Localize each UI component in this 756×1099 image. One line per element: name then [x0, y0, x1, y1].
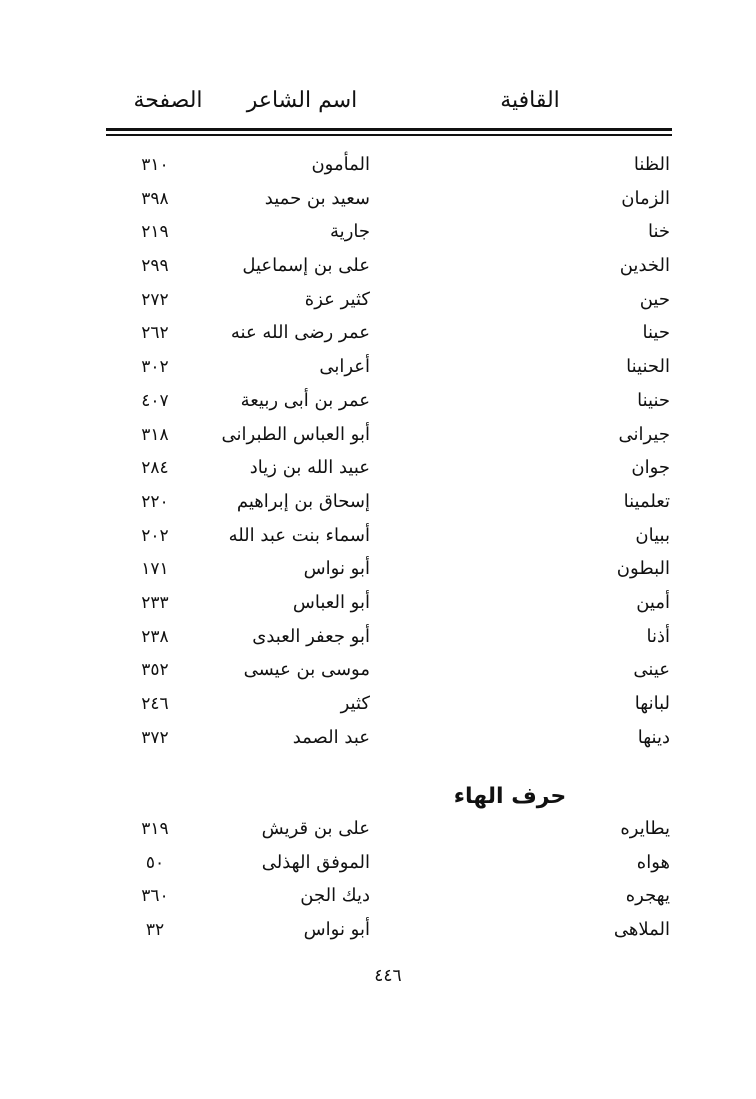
page-cell: ٣٩٨ — [141, 188, 169, 209]
page-cell: ٣١٠ — [141, 155, 169, 175]
table-row — [0, 521, 756, 555]
poet-cell: أبو جعفر العبدى — [252, 625, 370, 647]
poet-cell: أسماء بنت عبد الله — [228, 524, 370, 546]
section-title: حرف الهاء — [453, 784, 567, 809]
table-row — [0, 622, 756, 656]
table-row — [0, 554, 756, 588]
qafiya-cell: ببيان — [635, 524, 670, 546]
poet-cell: سعيد بن حميد — [264, 187, 370, 209]
poet-cell: كثير عزة — [304, 288, 370, 310]
qafiya-cell: الملاهى — [613, 919, 670, 941]
page-cell: ٢٠٢ — [141, 525, 169, 546]
poet-cell: أعرابى — [319, 356, 370, 378]
table-row — [0, 352, 756, 386]
table-row — [0, 588, 756, 622]
table-row — [0, 251, 756, 285]
qafiya-cell: لبانها — [634, 693, 670, 714]
qafiya-cell: حين — [639, 288, 670, 310]
poet-cell: أبو العباس — [292, 591, 370, 613]
table-row — [0, 420, 756, 454]
page-cell: ٣٠٢ — [141, 357, 169, 378]
qafiya-cell: البطون — [616, 558, 670, 580]
page-cell: ٢٦٢ — [141, 323, 169, 344]
poet-cell: على بن قريش — [261, 818, 370, 839]
page-cell: ٣٦٠ — [141, 886, 169, 907]
page-cell: ٢٩٩ — [141, 256, 169, 277]
qafiya-cell: الظنا — [633, 154, 670, 175]
table-row — [0, 689, 756, 723]
page-cell: ٢٣٣ — [141, 592, 169, 613]
page-cell: ٢٣٨ — [141, 626, 169, 647]
entries-table — [0, 150, 756, 756]
qafiya-cell: جوان — [631, 457, 670, 479]
poet-cell: ديك الجن — [300, 885, 370, 907]
poet-cell: أبو نواس — [303, 558, 370, 580]
page-cell: ٢٨٤ — [141, 458, 169, 479]
qafiya-cell: حينا — [642, 322, 670, 344]
page-cell: ٢٧٢ — [141, 289, 169, 310]
table-row — [0, 386, 756, 420]
table-row — [0, 487, 756, 521]
qafiya-cell: هواه — [636, 851, 670, 873]
page-cell: ٥٠ — [145, 852, 165, 873]
poet-cell: عمر بن أبى ربيعة — [240, 389, 370, 411]
qafiya-cell: يطايره — [620, 818, 670, 839]
qafiya-cell: دينها — [637, 726, 670, 748]
table-row — [0, 915, 756, 949]
qafiya-cell: خنا — [647, 221, 670, 243]
table-row — [0, 881, 756, 915]
poet-cell: عمر رضى الله عنه — [230, 322, 370, 344]
table-row — [0, 453, 756, 487]
qafiya-cell: الحنينا — [626, 356, 670, 378]
qafiya-cell: أمين — [636, 591, 670, 613]
table-row — [0, 848, 756, 882]
table-row — [0, 655, 756, 689]
poet-cell: عبد الصمد — [292, 726, 370, 748]
qafiya-cell: عينى — [633, 659, 670, 681]
poet-cell: أبو العباس الطبرانى — [221, 423, 370, 445]
qafiya-cell: أذنا — [646, 625, 670, 647]
table-row — [0, 217, 756, 251]
table-row — [0, 814, 756, 848]
header-rule-thin — [106, 134, 672, 136]
poet-cell: الموفق الهذلى — [261, 851, 370, 873]
poet-cell: المأمون — [311, 154, 370, 175]
qafiya-cell: تعلمينا — [623, 490, 670, 512]
poet-cell: إسحاق بن إبراهيم — [236, 490, 370, 512]
header-qafiya: القافية — [500, 88, 560, 113]
poet-cell: موسى بن عيسى — [243, 659, 370, 681]
page-cell: ٤٠٧ — [141, 390, 169, 411]
poet-cell: كثير — [340, 693, 370, 714]
poet-cell: عبيد الله بن زياد — [249, 457, 370, 479]
page-cell: ٢٢٠ — [141, 491, 169, 512]
page-cell: ١٧١ — [141, 559, 169, 580]
header-poet-name: اسم الشاعر — [246, 88, 358, 113]
table-row — [0, 318, 756, 352]
table-row — [0, 150, 756, 184]
poet-cell: على بن إسماعيل — [242, 255, 370, 277]
qafiya-cell: حنينا — [637, 389, 670, 411]
page-cell: ٣٧٢ — [141, 727, 169, 748]
poet-cell: جارية — [330, 221, 370, 243]
qafiya-cell: جيرانى — [618, 423, 670, 445]
table-row — [0, 285, 756, 319]
poet-cell: أبو نواس — [303, 919, 370, 941]
page-cell: ٣٢ — [145, 920, 165, 941]
page-cell: ٣١٩ — [141, 819, 169, 839]
page-cell: ٢٤٦ — [141, 694, 169, 714]
table-row — [0, 723, 756, 757]
page-cell: ٣٥٢ — [141, 660, 169, 681]
section-entries-table — [0, 814, 756, 949]
qafiya-cell: يهجره — [625, 885, 670, 907]
header-page: الصفحة — [133, 88, 203, 113]
header-rule-thick — [106, 128, 672, 131]
page-cell: ٣١٨ — [141, 424, 169, 445]
table-row — [0, 184, 756, 218]
page-number: ٤٤٦ — [374, 966, 402, 986]
qafiya-cell: الزمان — [621, 187, 670, 209]
qafiya-cell: الخدين — [619, 255, 670, 277]
page-cell: ٢١٩ — [141, 222, 169, 243]
